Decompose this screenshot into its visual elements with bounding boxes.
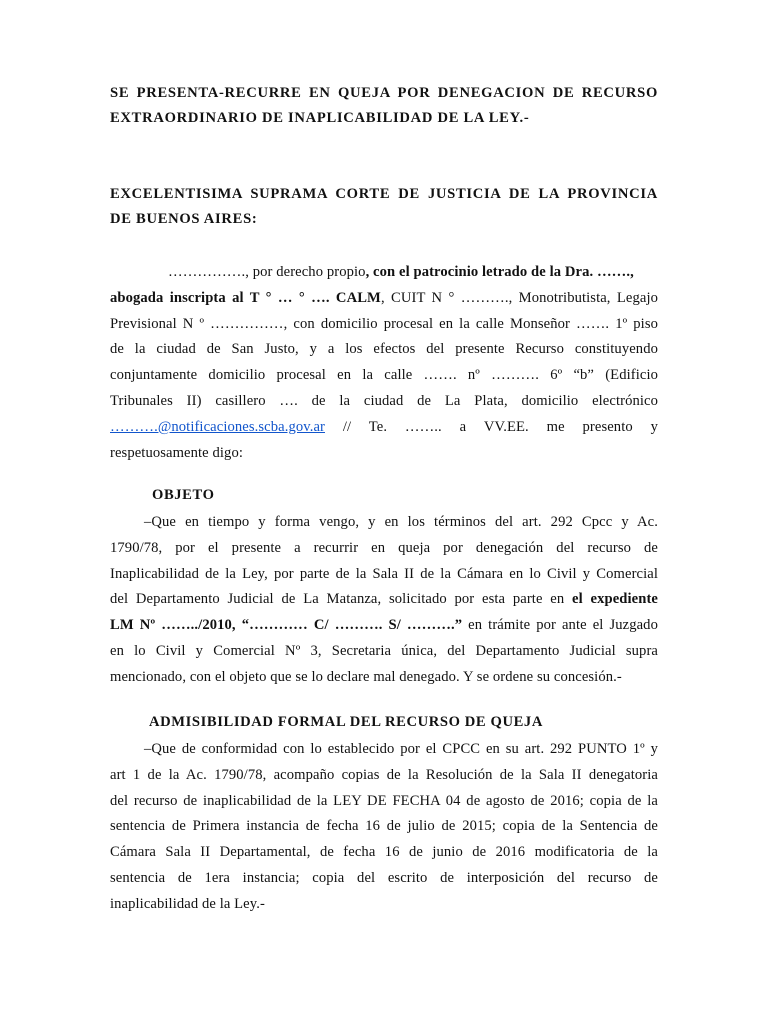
email-link[interactable]: ……….@notificaciones.scba.gov.ar <box>110 418 325 435</box>
document-title <box>110 81 658 131</box>
admisibilidad-line-2: art 1 de la Ac. 1790/78, acompaño copias de la Resolución de la Sala II denegatoria <box>110 766 658 783</box>
intro-bold-text: abogada inscripta al T ° … ° …. CALM <box>110 289 381 306</box>
objeto-line-4 <box>110 587 658 613</box>
objeto-line-1: –Que en tiempo y forma vengo, y en los términos del art. 292 Cpcc y Ac. <box>144 514 658 530</box>
intro-line-2 <box>110 286 658 312</box>
intro-line-3: Previsional N º ……………, con domicilio procesal en la calle Monseñor ……. 1º piso <box>110 315 658 332</box>
intro-bold-text: , con el patrocinio letrado de la Dra. ……., <box>365 264 634 280</box>
addressee-line-1: EXCELENTISIMA SUPRAMA CORTE DE JUSTICIA DE LA PROVINCIA <box>110 186 658 202</box>
objeto-paragraph <box>110 510 658 691</box>
objeto-text: del Departamento Judicial de La Matanza, solicitado por esta parte en <box>110 591 573 608</box>
objeto-bold-text: el expediente <box>572 591 659 608</box>
objeto-line-6: en lo Civil y Comercial Nº 3, Secretaria única, del Departamento Judicial supra <box>110 642 658 659</box>
admisibilidad-line-3: del recurso de inaplicabilidad de la LEY DE FECHA 04 de agosto de 2016; copia de la <box>110 792 658 809</box>
admisibilidad-paragraph <box>110 737 658 918</box>
intro-line-8: respetuosamente digo: <box>110 444 244 461</box>
admisibilidad-line-1: –Que de conformidad con lo establecido por el CPCC en su art. 292 PUNTO 1º y <box>144 741 658 757</box>
addressee-line-2: DE BUENOS AIRES: <box>110 211 258 227</box>
objeto-line-2: 1790/78, por el presente a recurrir en queja por denegación del recurso de <box>110 539 658 556</box>
intro-line-7 <box>110 415 658 441</box>
intro-text: , CUIT N ° ………., Monotributista, Legajo <box>380 289 659 306</box>
admisibilidad-heading: ADMISIBILIDAD FORMAL DEL RECURSO DE QUEJA <box>149 714 543 730</box>
intro-line-6: Tribunales II) casillero …. de la ciudad de La Plata, domicilio electrónico <box>110 392 658 409</box>
intro-text: ……………., por derecho propio <box>168 264 366 280</box>
intro-text: // Te. …….. a VV.EE. me presento y <box>324 418 658 435</box>
intro-line-4: de la ciudad de San Justo, y a los efectos del presente Recurso constituyendo <box>110 341 658 358</box>
intro-line-1 <box>110 260 658 286</box>
admisibilidad-line-6: sentencia de 1era instancia; copia del escrito de interposición del recurso de <box>110 869 658 886</box>
objeto-line-3: Inaplicabilidad de la Ley, por parte de la Sala II de la Cámara en lo Civil y Comercial <box>110 565 658 582</box>
title-line-2: EXTRAORDINARIO DE INAPLICABILIDAD DE LA LEY.- <box>110 110 530 126</box>
title-line-1: SE PRESENTA-RECURRE EN QUEJA POR DENEGACION DE RECURSO <box>110 85 658 101</box>
admisibilidad-line-4: sentencia de Primera instancia de fecha 16 de julio de 2015; copia de la Sentencia de <box>110 818 658 835</box>
addressee <box>110 182 658 232</box>
intro-line-5: conjuntamente domicilio procesal en la calle ……. nº ………. 6º “b” (Edificio <box>110 367 658 384</box>
intro-paragraph <box>110 260 658 466</box>
objeto-line-7: mencionado, con el objeto que se lo declare mal denegado. Y se ordene su concesión.- <box>110 668 622 685</box>
objeto-heading: OBJETO <box>152 487 215 503</box>
admisibilidad-line-5: Cámara Sala II Departamental, de fecha 16 de junio de 2016 modificatoria de la <box>110 844 658 861</box>
objeto-text: en trámite por ante el Juzgado <box>462 617 658 634</box>
objeto-bold-text: LM Nº ……../2010, “………… C/ ………. S/ ……….” <box>110 617 463 634</box>
objeto-line-5 <box>110 613 658 639</box>
admisibilidad-line-7: inaplicabilidad de la Ley.- <box>110 895 265 912</box>
